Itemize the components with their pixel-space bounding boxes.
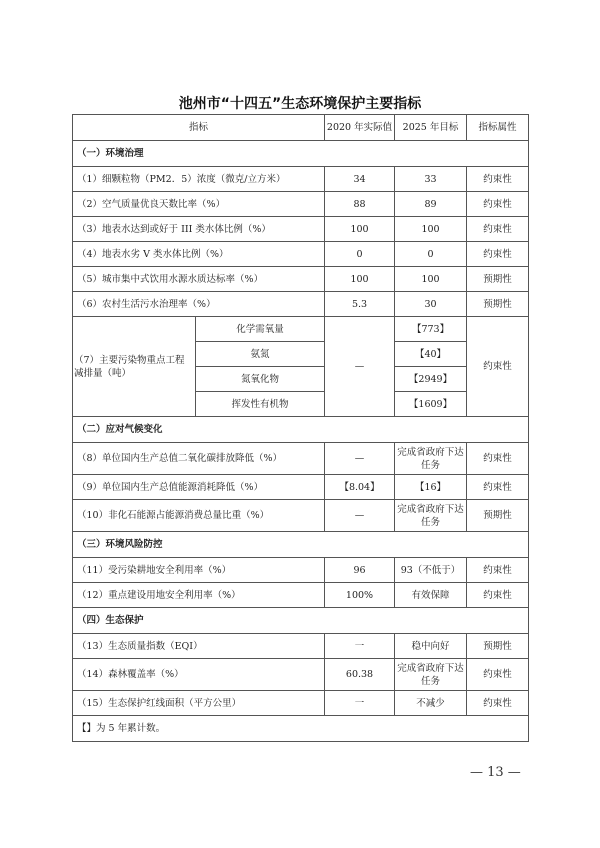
target-2025-value: 稳中向好 bbox=[395, 634, 467, 659]
table-row bbox=[73, 292, 529, 317]
table-row bbox=[73, 558, 529, 583]
section-row bbox=[73, 417, 529, 443]
indicator-attribute: 约束性 bbox=[467, 443, 529, 475]
indicator-name: （4）地表水劣 V 类水体比例（%） bbox=[73, 242, 325, 267]
sub-indicator-row bbox=[73, 317, 529, 342]
header-attribute: 指标属性 bbox=[467, 115, 529, 141]
target-2025-value: 【1609】 bbox=[395, 392, 467, 417]
section-row bbox=[73, 532, 529, 558]
table-row bbox=[73, 659, 529, 691]
indicator-attribute: 约束性 bbox=[467, 167, 529, 192]
table-row bbox=[73, 167, 529, 192]
target-2025-value: 不减少 bbox=[395, 691, 467, 716]
document-title: 池州市“十四五”生态环境保护主要指标 bbox=[178, 96, 422, 112]
sub-indicator-name: 氮氧化物 bbox=[196, 367, 325, 392]
indicator-attribute: 约束性 bbox=[467, 583, 529, 608]
indicator-name: （14）森林覆盖率（%） bbox=[73, 659, 325, 691]
header-target-2025: 2025 年目标 bbox=[395, 115, 467, 141]
actual-2020-value: 100% bbox=[325, 583, 395, 608]
target-2025-value: 0 bbox=[395, 242, 467, 267]
indicator-attribute: 约束性 bbox=[467, 192, 529, 217]
indicator-attribute: 预期性 bbox=[467, 267, 529, 292]
actual-2020-value: — bbox=[325, 443, 395, 475]
target-2025-value: 完成省政府下达任务 bbox=[395, 659, 467, 691]
actual-2020-value: 5.3 bbox=[325, 292, 395, 317]
indicator-name: （5）城市集中式饮用水源水质达标率（%） bbox=[73, 267, 325, 292]
note-row bbox=[73, 716, 529, 742]
indicator-attribute: 约束性 bbox=[467, 242, 529, 267]
sub-indicator-name: 氨氮 bbox=[196, 342, 325, 367]
section-heading: （二）应对气候变化 bbox=[73, 417, 529, 443]
table-row bbox=[73, 242, 529, 267]
indicator-attribute: 预期性 bbox=[467, 500, 529, 532]
target-2025-value: 【16】 bbox=[395, 475, 467, 500]
indicator-attribute: 约束性 bbox=[467, 659, 529, 691]
actual-2020-value: 34 bbox=[325, 167, 395, 192]
indicator-attribute: 约束性 bbox=[467, 558, 529, 583]
indicator-name: （11）受污染耕地安全利用率（%） bbox=[73, 558, 325, 583]
target-2025-value: 【40】 bbox=[395, 342, 467, 367]
actual-2020-value: 88 bbox=[325, 192, 395, 217]
actual-2020-value: 一 bbox=[325, 634, 395, 659]
target-2025-value: 100 bbox=[395, 217, 467, 242]
actual-2020-value: 60.38 bbox=[325, 659, 395, 691]
indicator-name: （8）单位国内生产总值二氧化碳排放降低（%） bbox=[73, 443, 325, 475]
actual-2020-value: — bbox=[325, 500, 395, 532]
target-2025-value: 完成省政府下达任务 bbox=[395, 500, 467, 532]
table-row bbox=[73, 217, 529, 242]
table-row bbox=[73, 583, 529, 608]
target-2025-value: 100 bbox=[395, 267, 467, 292]
section-heading: （一）环境治理 bbox=[73, 141, 529, 167]
table-row bbox=[73, 634, 529, 659]
sub-indicator-name: 挥发性有机物 bbox=[196, 392, 325, 417]
page-number: — 13 — bbox=[470, 765, 521, 780]
indicators-table bbox=[72, 114, 529, 742]
section-row bbox=[73, 608, 529, 634]
table-row bbox=[73, 691, 529, 716]
indicator-name: （7）主要污染物重点工程减排量（吨） bbox=[73, 317, 196, 417]
indicator-name: （3）地表水达到或好于 III 类水体比例（%） bbox=[73, 217, 325, 242]
section-heading: （四）生态保护 bbox=[73, 608, 529, 634]
sub-indicator-name: 化学需氧量 bbox=[196, 317, 325, 342]
table-row bbox=[73, 192, 529, 217]
actual-2020-value: — bbox=[325, 317, 395, 417]
indicator-attribute: 约束性 bbox=[467, 475, 529, 500]
target-2025-value: 【773】 bbox=[395, 317, 467, 342]
table-row bbox=[73, 443, 529, 475]
header-indicator: 指标 bbox=[73, 115, 325, 141]
indicator-attribute: 约束性 bbox=[467, 217, 529, 242]
target-2025-value: 93（不低于） bbox=[395, 558, 467, 583]
table-header-row bbox=[73, 115, 529, 141]
actual-2020-value: 一 bbox=[325, 691, 395, 716]
target-2025-value: 89 bbox=[395, 192, 467, 217]
actual-2020-value: 0 bbox=[325, 242, 395, 267]
target-2025-value: 有效保障 bbox=[395, 583, 467, 608]
section-heading: （三）环境风险防控 bbox=[73, 532, 529, 558]
table-note: 【】为 5 年累计数。 bbox=[73, 716, 529, 742]
indicator-name: （12）重点建设用地安全利用率（%） bbox=[73, 583, 325, 608]
table-row bbox=[73, 267, 529, 292]
indicator-name: （13）生态质量指数（EQI） bbox=[73, 634, 325, 659]
indicator-attribute: 预期性 bbox=[467, 634, 529, 659]
indicator-name: （1）细颗粒物（PM2．5）浓度（微克/立方米） bbox=[73, 167, 325, 192]
table-row bbox=[73, 475, 529, 500]
indicator-attribute: 预期性 bbox=[467, 292, 529, 317]
header-actual-2020: 2020 年实际值 bbox=[325, 115, 395, 141]
actual-2020-value: 100 bbox=[325, 217, 395, 242]
target-2025-value: 30 bbox=[395, 292, 467, 317]
target-2025-value: 【2949】 bbox=[395, 367, 467, 392]
section-row bbox=[73, 141, 529, 167]
table-row bbox=[73, 500, 529, 532]
actual-2020-value: 100 bbox=[325, 267, 395, 292]
indicator-name: （2）空气质量优良天数比率（%） bbox=[73, 192, 325, 217]
target-2025-value: 33 bbox=[395, 167, 467, 192]
actual-2020-value: 96 bbox=[325, 558, 395, 583]
indicator-name: （9）单位国内生产总值能源消耗降低（%） bbox=[73, 475, 325, 500]
actual-2020-value: 【8.04】 bbox=[325, 475, 395, 500]
indicator-name: （15）生态保护红线面积（平方公里） bbox=[73, 691, 325, 716]
indicator-attribute: 约束性 bbox=[467, 691, 529, 716]
target-2025-value: 完成省政府下达任务 bbox=[395, 443, 467, 475]
indicator-name: （6）农村生活污水治理率（%） bbox=[73, 292, 325, 317]
indicator-attribute: 约束性 bbox=[467, 317, 529, 417]
indicator-name: （10）非化石能源占能源消费总量比重（%） bbox=[73, 500, 325, 532]
